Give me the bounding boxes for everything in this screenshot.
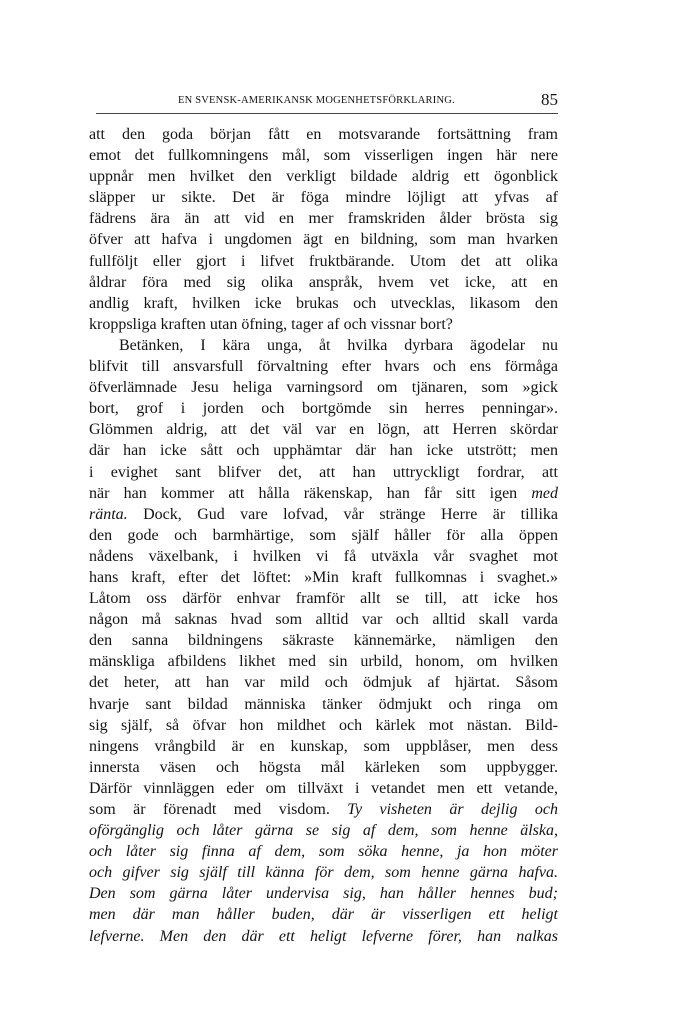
text-line xyxy=(89,145,558,166)
text-line xyxy=(89,820,558,841)
italic-text: med xyxy=(531,484,558,502)
text-line xyxy=(89,525,558,546)
text-line xyxy=(89,504,558,525)
italic-text: Den som gärna låter undervisa sig, han håller hennes bud; xyxy=(89,885,558,903)
text-line xyxy=(89,124,558,145)
text-segment: Låtom oss därför enhvar framför allt se till, att icke hos xyxy=(89,590,558,608)
header-rule xyxy=(96,113,558,114)
italic-text: oförgänglig och låter gärna se sig af dem, som henne älska, xyxy=(89,822,558,840)
text-line xyxy=(89,694,558,715)
text-segment: mänskliga afbildens likhet med sin urbild, honom, om hvilken xyxy=(89,653,558,671)
text-line xyxy=(89,462,558,483)
text-segment: innersta väsen och högsta mål kärleken som uppbygger. xyxy=(89,758,558,776)
text-segment: andlig kraft, hvilken icke brukas och utvecklas, likasom den xyxy=(89,294,558,312)
text-line xyxy=(89,651,558,672)
text-line xyxy=(89,609,558,630)
text-segment: fädrens ära än att vid en mer framskriden ålder brösta sig xyxy=(89,210,558,228)
page-number: 85 xyxy=(541,90,558,109)
text-line xyxy=(89,166,558,187)
italic-text: och låter sig finna af dem, som söka henne, ja hon möter xyxy=(89,843,558,861)
text-segment: Betänken, I kära unga, åt hvilka dyrbara ägodelar nu xyxy=(119,336,558,354)
text-line xyxy=(89,757,558,778)
text-line xyxy=(89,293,558,314)
text-line xyxy=(89,883,558,904)
text-line xyxy=(89,904,558,925)
text-line xyxy=(89,483,558,504)
text-line xyxy=(89,398,558,419)
text-line xyxy=(89,356,558,377)
text-segment: det heter, att han var mild och ödmjuk af hjärtat. Såsom xyxy=(89,674,558,692)
text-segment: blifvit till ansvarsfull förvaltning efter hvars och ens förmåga xyxy=(89,358,558,376)
text-segment: någon må saknas hvad som alltid var och alltid skall varda xyxy=(89,611,558,629)
text-line xyxy=(89,419,558,440)
text-line xyxy=(89,841,558,862)
text-segment: den sanna bildningens säkraste kännemärke, nämligen den xyxy=(89,632,558,650)
text-line xyxy=(89,715,558,736)
text-line xyxy=(89,187,558,208)
text-line xyxy=(89,229,558,250)
text-line xyxy=(89,588,558,609)
text-segment: att den goda början fått en motsvarande fortsättning fram xyxy=(89,126,558,143)
text-segment: släpper ur sikte. Det är föga mindre löjligt att yfvas af xyxy=(89,189,558,207)
text-segment: fullföljt eller gjort i lifvet fruktbärande. Utom det att olika xyxy=(89,252,558,270)
text-line xyxy=(89,251,558,272)
text-segment: åldrar föra med sig olika anspråk, hvem vet icke, att en xyxy=(89,273,558,291)
text-line xyxy=(89,799,558,820)
text-line xyxy=(89,440,558,461)
page-header xyxy=(96,88,558,114)
text-line xyxy=(89,314,558,335)
italic-text: ränta. xyxy=(89,505,128,523)
text-line xyxy=(89,630,558,651)
text-segment: Därför vinnläggen eder om tillväxt i vetandet men ett vetande, xyxy=(89,779,558,797)
text-line xyxy=(89,862,558,883)
text-segment: där han icke sått och upphämtar där han icke utstrött; men xyxy=(89,442,558,460)
text-line xyxy=(89,335,558,356)
text-segment: ningens vrångbild är en kunskap, som uppblåser, men dess xyxy=(89,737,558,755)
text-segment: hvarje sant bildad människa tänker ödmjukt och ringa om xyxy=(89,695,558,713)
text-segment: öfver att hafva i ungdomen ägt en bildning, som man hvarken xyxy=(89,231,558,249)
italic-text: Ty visheten är dejlig och xyxy=(347,801,558,818)
italic-text: lefverne. Men den där ett heligt lefverne förer, han nalkas xyxy=(89,927,558,945)
text-segment: sig själf, så öfvar hon mildhet och kärlek mot nästan. Bild- xyxy=(89,716,558,734)
running-head: EN SVENSK-AMERIKANSK MOGENHETSFÖRKLARING. xyxy=(178,95,455,106)
text-line xyxy=(89,272,558,293)
text-segment: bort, grof i jorden och bortgömde sin herres penningar». xyxy=(89,400,558,418)
text-segment: Dock, Gud vare lofvad, vår stränge Herre är tillika xyxy=(127,505,558,523)
italic-text: men där man håller buden, där är visserligen ett heligt xyxy=(89,906,558,924)
text-line xyxy=(89,926,558,947)
text-segment: som är förenadt med visdom. xyxy=(89,801,348,818)
text-segment: när han kommer att hålla räkenskap, han får sitt igen xyxy=(89,484,532,502)
text-segment: hans kraft, efter det löftet: »Min kraft fullkomnas i svaghet.» xyxy=(89,568,558,586)
text-segment: emot det fullkomningens mål, som visserligen ingen här nere xyxy=(89,147,558,165)
text-segment: kroppsliga kraften utan öfning, tager af och vissnar bort? xyxy=(89,315,453,333)
text-line xyxy=(89,672,558,693)
text-segment: Glömmen aldrig, att det väl var en lögn, att Herren skördar xyxy=(89,421,558,439)
text-segment: öfverlämnade Jesu heliga varningsord om tjänaren, som »gick xyxy=(89,379,558,397)
text-line xyxy=(89,736,558,757)
text-segment: nådens växelbank, i hvilken vi få utväxla vår svaghet mot xyxy=(89,547,558,565)
text-line xyxy=(89,377,558,398)
text-segment: uppnår men hvilket den verkligt bildade aldrig ett ögonblick xyxy=(89,168,558,186)
body-text xyxy=(89,124,558,947)
text-line xyxy=(89,567,558,588)
text-segment: i evighet sant blifver det, att han uttryckligt fordrar, att xyxy=(89,463,558,481)
text-line xyxy=(89,208,558,229)
text-segment: den gode och barmhärtige, som själf håller för alla öppen xyxy=(89,526,558,544)
text-line xyxy=(89,546,558,567)
italic-text: och gifver sig själf till känna för dem, som henne gärna hafva. xyxy=(89,864,558,882)
text-line xyxy=(89,778,558,799)
